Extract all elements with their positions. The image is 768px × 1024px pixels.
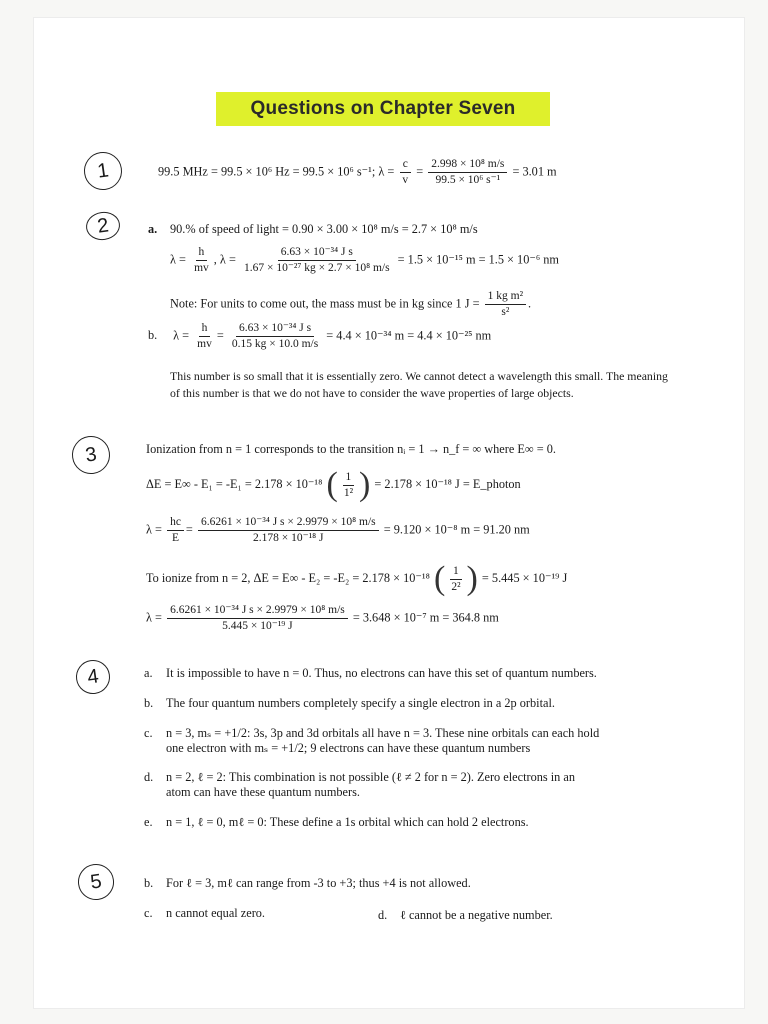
q4-item-a: a. It is impossible to have n = 0. Thus, no electrons can have this set of quantum numbers. [144,666,597,680]
q3-lambda2: λ = $\frac{\text{6.6261 × 10⁻³⁴ J s × 2.9979 × 10⁸ m/s}}{\text{5.445 × 10⁻¹⁹ J}}$ = 3.648 × 10⁻⁷ m = 364.8 nm [146,604,499,632]
question-number-1: 1 [82,150,125,193]
q4-item-d-cont: atom can have these quantum numbers. [166,785,360,799]
q1-fraction-cv: $\frac{c}{v}$ [399,158,411,187]
q5-item-b: b. For ℓ = 3, mℓ can range from -3 to +3; thus +4 is not allowed. [144,876,471,890]
q3-line2: ΔE = E∞ - E₁ = -E₁ = 2.178 × 10⁻¹⁸ ( $\frac{1}{\text{1²}}$ ) = 2.178 × 10⁻¹⁸ J = E_photon [146,466,521,503]
title-highlight [216,92,550,126]
q3-line4: To ionize from n = 2, ΔE = E∞ - E₂ = -E₂ = 2.178 × 10⁻¹⁸ ( $\frac{1}{\text{2²}}$ ) = 5.445 × 10⁻¹⁹ J [146,560,568,597]
q4-item-c: c. n = 3, mₛ = +1/2: 3s, 3p and 3d orbitals all have n = 3. These nine orbitals can each hold [144,726,600,740]
q2a-equation: λ = $\frac{h}{mv}$ , λ = $\frac{\text{6.63 × 10⁻³⁴ J s}}{\text{1.67 × 10⁻²⁷ kg × 2.7 × 10⁸ m/s}}$ = 1.5 × 10⁻¹⁵ m = 1.5 × 10⁻⁶ nm [170,246,559,274]
q4-item-e: e. n = 1, ℓ = 0, mℓ = 0: These define a 1s orbital which can hold 2 electrons. [144,815,529,829]
q1-result: = 3.01 m [512,164,557,179]
q5-item-d: d. ℓ cannot be a negative number. [378,908,553,922]
q3-line1: Ionization from n = 1 corresponds to the transition nᵢ = 1 → n_f = ∞ where E∞ = 0. [146,442,556,456]
question-number-2: 2 [84,210,122,242]
q5-item-c: c. n cannot equal zero. [144,906,266,920]
question-number-4: 4 [74,658,112,696]
q2a-line1: a. 90.% of speed of light = 0.90 × 3.00 × 10⁸ m/s = 2.7 × 10⁸ m/s [148,222,478,236]
q4-item-d: d. n = 2, ℓ = 2: This combination is not possible (ℓ ≠ 2 for n = 2). Zero electrons in an [144,770,575,784]
question-number-5: 5 [76,862,117,903]
q2b-equation: b. λ = $\frac{h}{mv}$ = $\frac{\text{6.63 × 10⁻³⁴ J s}}{0.15 kg \times 10.0 m/s}$ = 4.4 × 10⁻³⁴ m = 4.4 × 10⁻²⁵ nm [148,322,492,350]
q1-text: 99.5 MHz = 99.5 × 10⁶ Hz = 99.5 × 10⁶ s⁻¹; λ = [158,164,395,179]
q2-paragraph: This number is so small that it is essentially zero. We cannot detect a wavelength this small. The meaning of this number is that we do not have to consider the wave properties of large objects. [170,369,668,400]
q2-note: Note: For units to come out, the mass must be in kg since 1 J = $\frac{\text{1 kg m²}}{\text{s²}}$ . [170,290,532,318]
q1-equation: 99.5 MHz = 99.5 × 10⁶ Hz = 99.5 × 10⁶ s⁻¹; λ = $\frac{c}{v}$ = $\frac{\text{2.998 × 10⁸ m/s}}{\text{99.5 × 10⁶ s⁻¹}}$ = 3.01 m [158,158,557,186]
question-number-3: 3 [70,434,113,477]
q4-item-c-cont: one electron with mₛ = +1/2; 9 electrons can have these quantum numbers [166,741,531,755]
q4-item-b: b. The four quantum numbers completely specify a single electron in a 2p orbital. [144,696,555,710]
page-title: Questions on Chapter Seven [250,98,516,119]
q3-lambda1: λ = $\frac{hc}{E}$ = $\frac{\text{6.6261 × 10⁻³⁴ J s × 2.9979 × 10⁸ m/s}}{\text{2.178 × 10⁻¹⁸ J}}$ = 9.120 × 10⁻⁸ m = 91.20 nm [146,516,530,544]
q1-fraction: $\frac{\text{2.998 × 10⁸ m/s}}{\text{99.5 × 10⁶ s⁻¹}}$ [428,158,507,187]
